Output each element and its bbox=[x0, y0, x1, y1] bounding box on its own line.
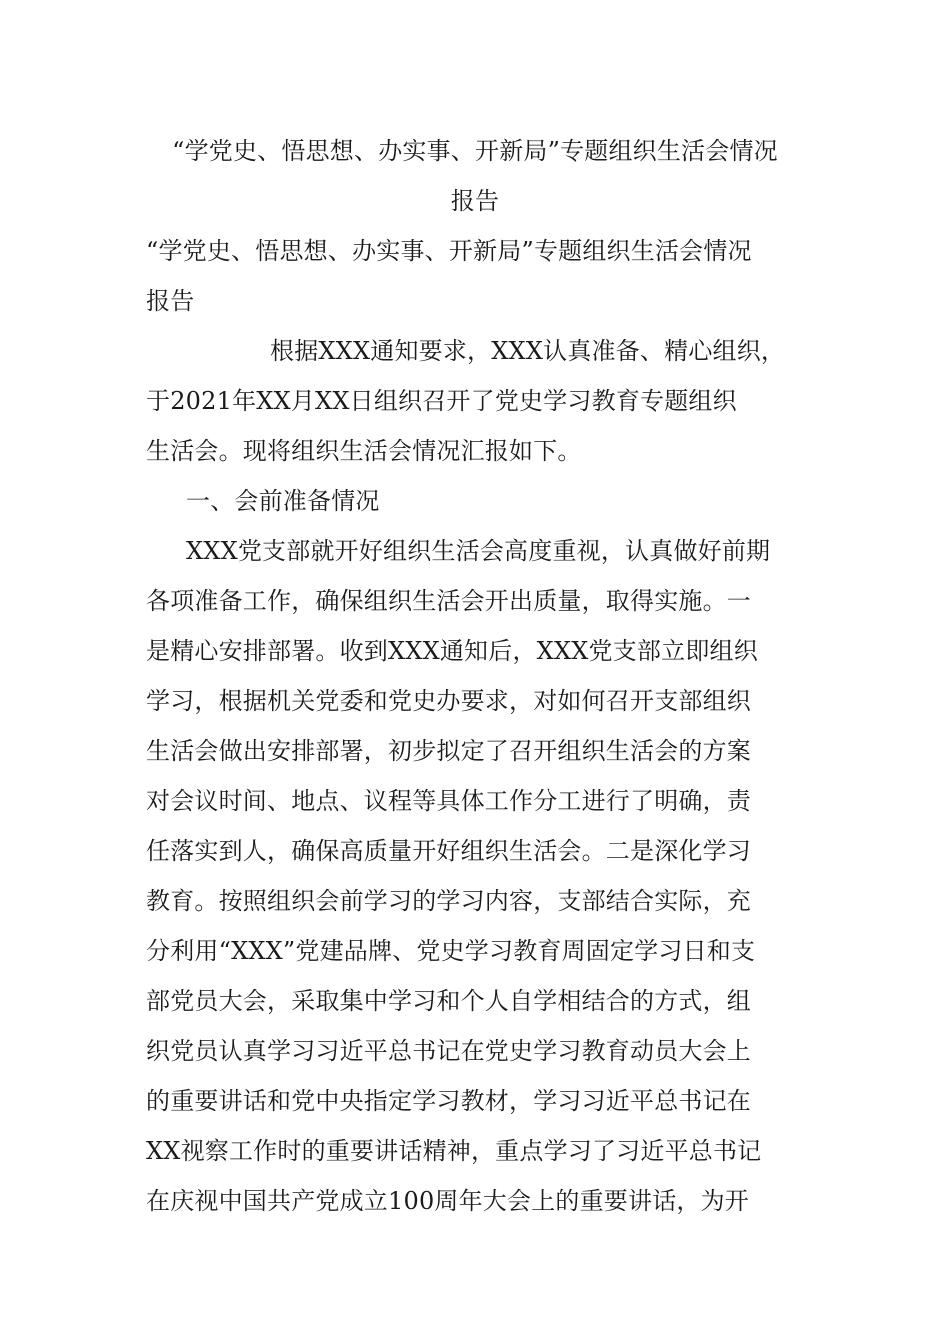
title-line-2: 报告 bbox=[450, 187, 500, 215]
body-line: 生活会做出安排部署，初步拟定了召开组织生活会的方案 bbox=[146, 737, 751, 765]
body-line: 是精心安排部署。收到XXX通知后，XXX党支部立即组织 bbox=[146, 637, 758, 665]
body-line: 根据XXX通知要求，XXX认真准备、精心组织， bbox=[270, 337, 786, 365]
body-line: XXX党支部就开好组织生活会高度重视，认真做好前期 bbox=[186, 537, 771, 565]
body-line: 教育。按照组织会前学习的学习内容，支部结合实际，充 bbox=[146, 887, 751, 915]
subtitle-line-2: 报告 bbox=[146, 287, 195, 315]
subtitle-line-1: “学党史、悟思想、办实事、开新局”专题组织生活会情况 bbox=[146, 237, 752, 265]
body-line: 学习，根据机关党委和党史办要求，对如何召开支部组织 bbox=[146, 687, 751, 715]
body-line: 各项准备工作，确保组织生活会开出质量，取得实施。一 bbox=[146, 587, 751, 615]
body-line: 部党员大会，采取集中学习和个人自学相结合的方式，组 bbox=[146, 987, 751, 1015]
body-line: 在庆视中国共产党成立100周年大会上的重要讲话，为开 bbox=[146, 1187, 750, 1215]
body-line: 的重要讲话和党中央指定学习教材，学习习近平总书记在 bbox=[146, 1087, 751, 1115]
body-line: 织党员认真学习习近平总书记在党史学习教育动员大会上 bbox=[146, 1037, 751, 1065]
body-line: 分利用“XXX”党建品牌、党史学习教育周固定学习日和支 bbox=[146, 937, 756, 965]
body-line: XX视察工作时的重要讲话精神，重点学习了习近平总书记 bbox=[146, 1137, 762, 1165]
section-heading: 一、会前准备情况 bbox=[186, 487, 380, 515]
body-line: 生活会。现将组织生活会情况汇报如下。 bbox=[146, 437, 582, 465]
body-line: 于2021年XX月XX日组织召开了党史学习教育专题组织 bbox=[146, 387, 737, 415]
body-line: 任落实到人，确保高质量开好组织生活会。二是深化学习 bbox=[146, 837, 751, 865]
body-line: 对会议时间、地点、议程等具体工作分工进行了明确，责 bbox=[146, 787, 751, 815]
title-line-1: “学党史、悟思想、办实事、开新局”专题组织生活会情况 bbox=[172, 137, 778, 165]
